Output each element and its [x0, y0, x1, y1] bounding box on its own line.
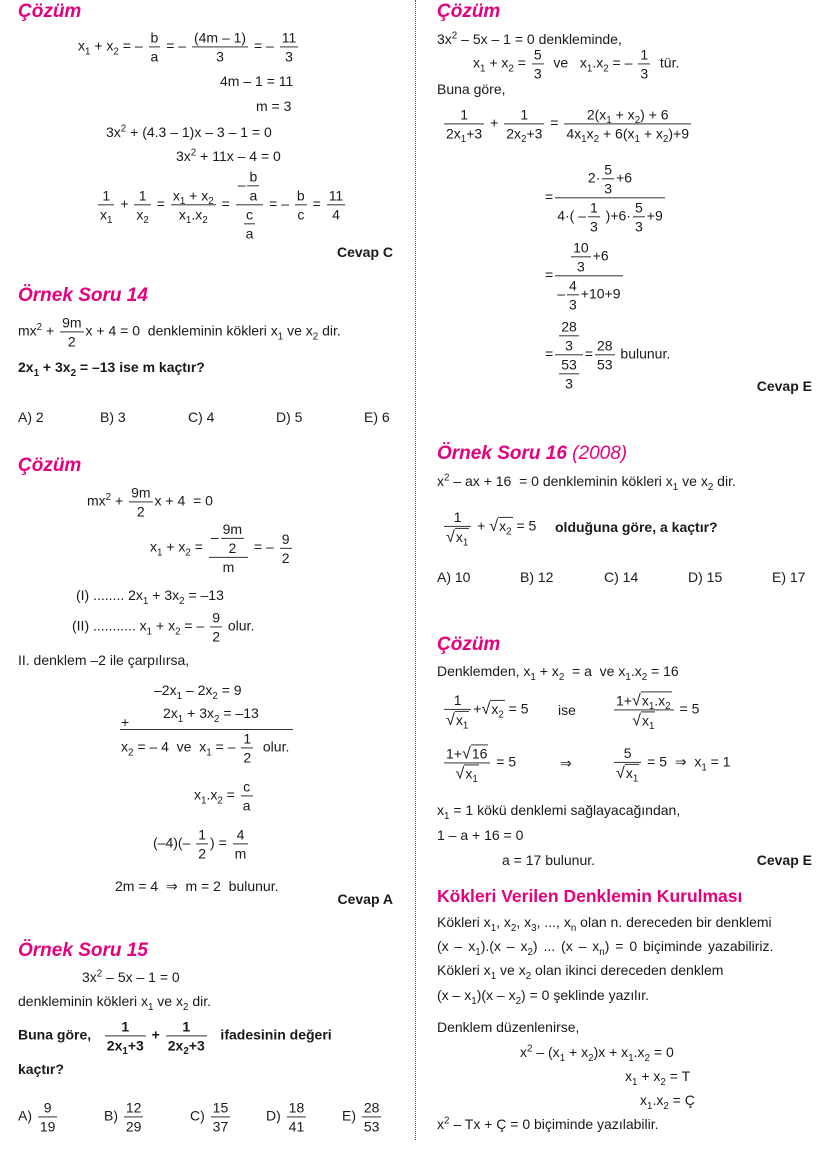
- fraction-numerator: 4: [233, 826, 249, 844]
- radical-sign: √: [446, 528, 455, 546]
- fraction-denominator: $4x_1x_2 + 6(x_1 + x_2)+9$: [566, 125, 689, 146]
- math-fraction: [555, 239, 622, 312]
- math-line: 2m = 4 ⇒ m = 2 bulunur.: [115, 877, 279, 894]
- fraction-denominator: [444, 527, 471, 549]
- fraction-denominator: [614, 711, 674, 733]
- square-root: [446, 711, 469, 732]
- answer-label: Cevap E: [756, 377, 812, 394]
- text-line: Kökleri $x_1$ ve $x_2$ olan ikinci dereceden denklem: [437, 961, 724, 982]
- fraction-numerator: [555, 318, 583, 355]
- fraction-denominator: $2x_1+3$: [106, 1037, 144, 1058]
- radical-sign: √: [616, 764, 625, 782]
- fraction-denominator: a: [242, 797, 251, 814]
- fraction-denominator: 3: [640, 65, 649, 82]
- fraction-numerator: 28: [595, 337, 615, 355]
- radicand: $x_1$: [455, 712, 469, 732]
- fraction-denominator: a: [245, 225, 254, 242]
- math-fraction: [241, 778, 253, 813]
- solution-heading: Çözüm: [18, 455, 82, 477]
- math-line: (I) ........ $2x_1 + 3x_2 = -13$: [76, 586, 224, 607]
- fraction-numerator: 4: [567, 278, 579, 296]
- math-fraction: [444, 508, 471, 549]
- fraction-numerator: – $\frac{b}{a}$: [236, 168, 264, 205]
- radicand: $x_1$: [465, 765, 478, 786]
- math-fraction: [602, 161, 614, 196]
- fraction-denominator: 3: [216, 48, 224, 65]
- fraction-numerator: 1: [196, 826, 208, 844]
- square-root: [616, 764, 639, 785]
- radical-sign: √: [489, 516, 499, 535]
- question-heading: Örnek Soru 15: [18, 940, 148, 962]
- option-c: C) 4: [188, 408, 215, 425]
- question-text: denkleminin kökleri $x_1$ ve $x_2$ dir.: [18, 992, 212, 1013]
- fraction-numerator: 12: [124, 1099, 144, 1117]
- fraction-numerator: 10: [571, 239, 591, 257]
- option-c: C) 14: [604, 568, 639, 585]
- fraction-numerator: 9: [210, 609, 222, 627]
- math-line: $\frac{1}{2x_1+3}$ + $\frac{1}{2x_2+3}$ = $\frac{2(x_1 + x_2) + 6}{4x_1x_2 + 6(x_1 + x_2)+9}$: [446, 106, 689, 146]
- option-b: B) $\frac{12}{29}$: [104, 1099, 142, 1135]
- fraction-numerator: b: [247, 168, 259, 186]
- fraction-numerator: 18: [287, 1099, 307, 1117]
- fraction-denominator: [555, 356, 583, 392]
- fraction-numerator: 1+ √ $x_1.x_2$: [614, 691, 674, 710]
- math-line: 1 √ $x_1$ + √ $x_2$ = 5: [446, 691, 529, 732]
- math-line: (II) ........... $x_1 + x_2$ = – $\frac{9}{2}$ olur.: [72, 609, 255, 645]
- option-e: E) $\frac{28}{53}$: [342, 1099, 380, 1135]
- fraction-numerator: 9: [38, 1099, 58, 1117]
- fraction-denominator: $2x_2+3$: [506, 125, 543, 146]
- fraction-denominator: 29: [125, 1118, 142, 1135]
- fraction-denominator: 3: [604, 180, 613, 197]
- math-line: $x_1 + x_2 = T$: [625, 1067, 691, 1088]
- fraction-denominator: 3: [634, 218, 643, 235]
- math-line: $x_1 = 1$ kökü denklemi sağlayacağından,: [437, 801, 681, 822]
- math-line: $2x_1 + 3x_2 = -13$: [163, 704, 259, 725]
- math-line: $mx^2$ + $\frac{9m}{2}$ x + 4 = 0: [87, 484, 213, 520]
- square-root: [446, 528, 469, 549]
- fraction-numerator: c: [241, 778, 253, 796]
- fraction-denominator: c: [297, 206, 305, 223]
- text-line: Kökleri $x_1$, $x_2$, $x_3$, ..., $x_n$ olan n. dereceden bir denklemi: [437, 913, 772, 934]
- math-fraction: [209, 521, 248, 575]
- radical-sign: √: [632, 711, 641, 730]
- math-line: 4m – 1 = 11: [220, 72, 294, 89]
- math-fraction: [244, 207, 256, 242]
- question-text: $x^2$ – ax + 16 = 0 denkleminin kökleri $x_1$ ve $x_2$ dir.: [437, 472, 736, 493]
- question-prompt: $2x_1 + 3x_2 = -13$ ise m kaçtır?: [18, 358, 205, 379]
- fraction-denominator: 3: [565, 375, 573, 392]
- fraction-numerator: 28: [362, 1099, 382, 1117]
- radicand: $x_2$: [499, 517, 512, 538]
- fraction-denominator: [236, 206, 264, 242]
- answer-label: Cevap A: [337, 890, 393, 907]
- square-root: [462, 744, 488, 761]
- option-c: C) $\frac{15}{37}$: [190, 1099, 229, 1135]
- radicand: $x_1.x_2$: [641, 692, 671, 713]
- option-d: D) 5: [276, 408, 303, 425]
- fraction-numerator: 1+ √ 16: [444, 744, 490, 763]
- math-fraction: [362, 1099, 382, 1134]
- fraction-denominator: 2: [136, 503, 145, 520]
- math-fraction: [129, 484, 152, 519]
- option-e: E) 6: [364, 408, 390, 425]
- radicand: $x_1$: [625, 765, 639, 785]
- radicand: $x_1$: [642, 712, 655, 733]
- question-prompt: Buna göre, $\frac{1}{2x_1+3}$ + $\frac{1}{2x_2+3}$ ifadesinin değeri: [18, 1018, 332, 1058]
- fraction-numerator: 5: [532, 46, 544, 64]
- math-fraction: [124, 1099, 144, 1134]
- math-line: $x_1.x_2$ = Ç: [640, 1091, 695, 1112]
- math-fraction: [280, 29, 299, 64]
- fraction-numerator: 1: [134, 187, 150, 205]
- fraction-numerator: 1: [98, 187, 114, 205]
- plus-sign: +: [121, 713, 130, 730]
- radicand: $x_2$: [491, 700, 504, 721]
- radicand: 16: [471, 745, 488, 762]
- solution-heading: Çözüm: [437, 1, 501, 23]
- fraction-numerator: 1: [166, 1018, 207, 1036]
- math-line: $3x^2 + 11x - 4 = 0$: [176, 147, 281, 164]
- square-root: [632, 711, 655, 733]
- square-root: [455, 764, 479, 786]
- math-fraction: [532, 46, 544, 81]
- square-root: [481, 699, 504, 721]
- math-fraction: [247, 168, 259, 203]
- question-year: (2008): [572, 443, 628, 465]
- math-line: 1 – a + 16 = 0: [437, 826, 524, 843]
- fraction-denominator: 3: [576, 258, 585, 275]
- fraction-numerator: 53: [559, 357, 579, 375]
- math-line: $x_1 + x_2$ = – $\frac{9m}{2}$ m = – $\frac{9}{2}$: [150, 520, 290, 576]
- fraction-denominator: 3: [589, 218, 598, 235]
- math-fraction: [559, 357, 579, 392]
- question-prompt-cont: kaçtır?: [18, 1060, 64, 1077]
- math-fraction: [60, 314, 83, 349]
- math-line: $-2x_1 - 2x_2 = 9$: [154, 681, 242, 702]
- square-root: [489, 516, 512, 538]
- fraction-numerator: 1: [638, 46, 650, 64]
- math-fraction: [196, 826, 208, 861]
- math-fraction: [38, 1099, 58, 1134]
- fraction-numerator: b: [149, 29, 161, 47]
- fraction-denominator: – $\frac{4}{3}$ +10+9: [557, 277, 621, 313]
- math-line: $x_1 + x_2$ = $\frac{5}{3}$ ve $x_1.x_2$ = – $\frac{1}{3}$ tür.: [473, 46, 680, 82]
- math-line: $\frac{1}{x_1}$ + $\frac{1}{x_2}$ = $\frac{x_1 + x_2}{x_1.x_2}$ = – $\frac{b}{a}$ $\frac{c}{a}$ = – $\frac{b}{c}$ = $\frac{11}{4}$: [100, 168, 344, 242]
- math-fraction: [555, 161, 665, 234]
- fraction-denominator: 37: [212, 1118, 229, 1135]
- math-line: $x_2$ = – 4 ve $x_1$ = – $\frac{1}{2}$ olur.: [121, 730, 290, 766]
- fraction-numerator: 1: [444, 509, 471, 527]
- fraction-numerator: 1: [444, 106, 484, 124]
- math-fraction: [588, 200, 600, 235]
- fraction-numerator: 1: [241, 730, 253, 748]
- fraction-numerator: 1: [588, 200, 600, 218]
- square-root: [631, 691, 672, 713]
- option-a: A) 2: [18, 408, 44, 425]
- option-e: E) 17: [772, 568, 806, 585]
- section-heading: Kökleri Verilen Denklemin Kurulması: [437, 885, 743, 906]
- math-fraction: [236, 168, 264, 241]
- radical-sign: √: [461, 744, 471, 763]
- math-fraction: [98, 187, 114, 227]
- fraction-denominator: [444, 764, 490, 786]
- math-line: = $\frac{\frac{28}{3}}{\frac{53}{3}}$ = $\frac{28}{53}$ bulunur.: [545, 318, 671, 392]
- fraction-denominator: 3: [285, 48, 293, 65]
- fraction-denominator: 3: [533, 65, 542, 82]
- fraction-denominator: a: [249, 187, 258, 204]
- math-fraction: [638, 46, 650, 81]
- math-fraction: [221, 521, 244, 556]
- fraction-numerator: 9m: [60, 314, 83, 332]
- math-fraction: [280, 530, 292, 565]
- fraction-denominator: a: [150, 48, 159, 65]
- fraction-denominator: m: [234, 845, 247, 862]
- fraction-numerator: (4m – 1): [192, 29, 248, 47]
- option-b: B) 12: [520, 568, 554, 585]
- math-fraction: [149, 29, 161, 64]
- fraction-denominator: 2: [281, 549, 290, 566]
- fraction-denominator: 2: [212, 628, 220, 645]
- text-line: Denklem düzenlenirse,: [437, 1018, 580, 1035]
- fraction-numerator: 1: [105, 1018, 146, 1036]
- math-fraction: [559, 318, 579, 353]
- fraction-denominator: 53: [363, 1118, 380, 1135]
- math-line: 1+ √ $x_1.x_2$ √ $x_1$ = 5: [616, 691, 700, 733]
- math-line: $3x^2 + (4.3 - 1)x - 3 - 1 = 0$: [106, 123, 272, 140]
- fraction-numerator: – $\frac{9m}{2}$: [209, 521, 248, 558]
- math-line: $3x^2 - 5x - 1 = 0$ denkleminde,: [437, 30, 622, 47]
- math-fraction: [567, 278, 579, 313]
- fraction-denominator: $x_1.x_2$: [178, 206, 208, 227]
- solution-heading: Çözüm: [18, 1, 82, 23]
- fraction-denominator: 4: [332, 206, 340, 223]
- fraction-numerator: 5: [633, 200, 645, 218]
- math-fraction: [595, 337, 615, 372]
- fraction-denominator: 2: [243, 749, 252, 766]
- fraction-numerator: 2· $\frac{5}{3}$ +6: [555, 161, 665, 198]
- fraction-numerator: 5: [614, 745, 641, 763]
- math-line: $x^2 - (x_1 + x_2)x + x_1.x_2 = 0$: [520, 1043, 674, 1064]
- fraction-denominator: $x_1$: [100, 206, 113, 227]
- fraction-denominator: 19: [39, 1118, 56, 1135]
- math-fraction: [614, 691, 674, 733]
- fraction-denominator: [614, 763, 641, 785]
- question-title: Örnek Soru 16: [437, 443, 567, 465]
- fraction-denominator: [444, 710, 471, 732]
- math-fraction: [504, 106, 544, 146]
- math-line: $x_1.x_2$ = $\frac{c}{a}$: [194, 778, 251, 814]
- option-d: D) 15: [688, 568, 723, 585]
- fraction-denominator: $x_2$: [136, 206, 149, 227]
- fraction-numerator: 9: [280, 530, 292, 548]
- math-fraction: [614, 744, 641, 785]
- math-fraction: [134, 187, 150, 227]
- fraction-denominator: 2: [198, 845, 207, 862]
- math-line: $x_1 + x_2$ = – $\frac{b}{a}$ = – $\frac{(4m - 1)}{3}$ = – $\frac{11}{3}$: [78, 29, 297, 65]
- math-line: a = 17 bulunur.: [502, 851, 596, 868]
- solution-heading: Çözüm: [437, 634, 501, 656]
- math-line: = 2· $\frac{5}{3}$ +6 4·( – $\frac{1}{3}$ )+6· $\frac{5}{3}$ +9: [545, 161, 663, 235]
- radical-sign: √: [455, 764, 465, 783]
- fraction-numerator: $x_1 + x_2$: [172, 187, 214, 208]
- fraction-numerator: 11: [280, 29, 299, 47]
- fraction-numerator: 28: [559, 318, 579, 336]
- option-b: B) 3: [100, 408, 126, 425]
- fraction-denominator: 3: [568, 296, 577, 313]
- fraction-denominator: 2: [228, 539, 237, 556]
- fraction-denominator: 3: [565, 337, 573, 354]
- fraction-denominator: 2: [67, 333, 76, 350]
- math-fraction: [233, 826, 249, 861]
- fraction-numerator: 1: [504, 106, 544, 124]
- fraction-numerator: c: [244, 207, 256, 225]
- fraction-numerator: 9m: [129, 484, 152, 502]
- fraction-numerator: 1: [444, 692, 471, 710]
- math-fraction: [210, 609, 222, 644]
- text-line: $(x - x_1)(x - x_2) = 0$ şeklinde yazılır.: [437, 986, 650, 1007]
- fraction-numerator: b: [295, 187, 307, 205]
- math-line: $3x^2 - 5x - 1 = 0$: [82, 968, 180, 985]
- math-fraction: [444, 106, 484, 146]
- fraction-denominator: 41: [288, 1118, 305, 1135]
- math-fraction: [211, 1099, 231, 1134]
- fraction-denominator: $2x_2+3$: [167, 1037, 205, 1058]
- answer-label: Cevap C: [336, 243, 393, 260]
- option-a: A) 10: [437, 568, 471, 585]
- math-line: 5 √ $x_1$ = 5 ⇒ $x_1 = 1$: [616, 744, 731, 785]
- math-fraction: [105, 1018, 146, 1058]
- fraction-numerator: 15: [211, 1099, 231, 1117]
- fraction-numerator: 9m: [221, 521, 244, 539]
- math-line: m = 3: [256, 97, 292, 114]
- math-line: = $\frac{10}{3}$ +6 – $\frac{4}{3}$ +10+9: [545, 239, 621, 313]
- math-fraction: [192, 29, 248, 64]
- question-heading: [437, 443, 627, 465]
- fraction-denominator: 4·( – $\frac{1}{3}$ )+6· $\frac{5}{3}$ +9: [557, 199, 663, 235]
- math-fraction: [555, 318, 583, 391]
- math-fraction: [287, 1099, 307, 1134]
- option-a: A) $\frac{9}{19}$: [18, 1099, 56, 1135]
- question-text: $mx^2$ + $\frac{9m}{2}$ x + 4 = 0 denkleminin kökleri $x_1$ ve $x_2$ dir.: [18, 314, 341, 350]
- math-fraction: [633, 200, 645, 235]
- radicand: $x_1$: [455, 529, 469, 549]
- text-line: $x^2$ – Tx + Ç = 0 biçiminde yazılabilir.: [437, 1115, 659, 1132]
- text-line: $(x - x_1).(x - x_2)$ ... $(x - x_n) = 0$ biçiminde yazabiliriz.: [437, 937, 774, 958]
- math-fraction: [444, 744, 490, 786]
- fraction-denominator: $2x_1+3$: [446, 125, 483, 146]
- math-fraction: [166, 1018, 207, 1058]
- math-fraction: [295, 187, 307, 222]
- radical-sign: √: [446, 711, 455, 729]
- text-line: Buna göre,: [437, 80, 506, 97]
- math-fraction: [241, 730, 253, 765]
- text-line: II. denklem –2 ile çarpılırsa,: [18, 651, 190, 668]
- math-fraction: [444, 691, 471, 732]
- math-fraction: [171, 187, 216, 227]
- text-ise: ise: [558, 701, 576, 718]
- answer-label: Cevap E: [756, 851, 812, 868]
- column-divider: [415, 0, 416, 1140]
- option-d: D) $\frac{18}{41}$: [266, 1099, 305, 1135]
- fraction-denominator: 53: [596, 356, 613, 373]
- question-heading: Örnek Soru 14: [18, 285, 148, 307]
- fraction-numerator: 5: [602, 161, 614, 179]
- radical-sign: √: [481, 699, 491, 718]
- fraction-numerator: $2(x_1 + x_2) + 6$: [564, 106, 691, 124]
- math-fraction: [571, 239, 591, 274]
- question-expr: 1 √ $x_1$ + √ $x_2$ = 5: [446, 508, 537, 549]
- radical-sign: √: [631, 691, 641, 710]
- math-fraction: [327, 187, 346, 222]
- implies-arrow: ⇒: [560, 754, 572, 771]
- fraction-denominator: m: [222, 559, 235, 576]
- question-prompt: olduğuna göre, a kaçtır?: [555, 518, 718, 535]
- fraction-numerator: $\frac{10}{3}$ +6: [555, 239, 622, 276]
- fraction-numerator: 11: [327, 187, 346, 205]
- math-line: Denklemden, $x_1 + x_2 = a$ ve $x_1.x_2 = 16$: [437, 662, 679, 683]
- math-line: 1+ √ 16 √ $x_1$ = 5: [446, 744, 517, 786]
- math-line: (–4)(– $\frac{1}{2}$ ) = $\frac{4}{m}$: [153, 826, 247, 862]
